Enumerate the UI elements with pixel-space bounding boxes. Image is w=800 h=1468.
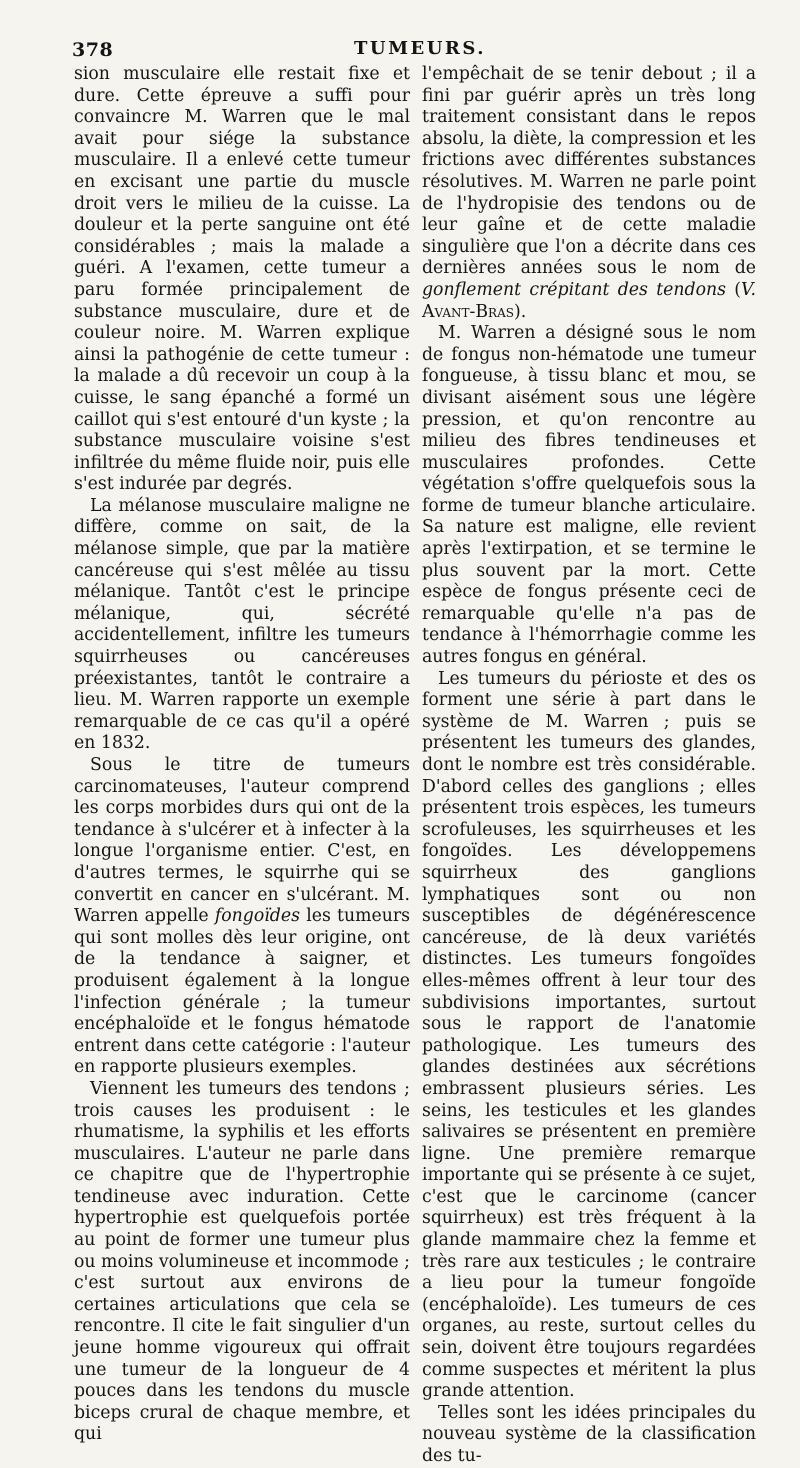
right-paragraph-4: Telles sont les idées principales du nouveau système de la classification des tu- (422, 1402, 756, 1466)
left-paragraph-2: La mélanose musculaire maligne ne diffère, comme on sait, de la mélanose simple, que par la matière cancéreuse qui s'est mêlée au tissu mélanique. Tantôt c'est le principe mélanique, qui, sécrété accidentellement, infiltre les tumeurs squirrheuses ou cancéreuses préexistantes, tantôt le contraire a lieu. M. Warren rapporte un exemple remarquable de ce cas qu'il a opéré en 1832. (74, 495, 410, 754)
right-paragraph-1-text: l'empêchait de se tenir debout ; il a fini par guérir après un très long traitement consistant dans le repos absolu, la diète, la compression et les frictions avec différentes substances résolutives. M. Warren ne parle point de l'hydropisie des tendons ou de leur gaîne et de cette maladie singulière que l'on a décrite dans ces dernières années sous le nom de (422, 64, 756, 279)
cross-ref-close: ). (513, 301, 527, 322)
term-fongoides: fongoïdes (214, 906, 300, 927)
left-column (74, 64, 410, 1446)
right-paragraph-1 (422, 64, 756, 323)
left-paragraph-3 (74, 755, 410, 1079)
page-header (72, 33, 768, 63)
cross-ref-voir: V. (741, 279, 756, 300)
running-title: TUMEURS. (353, 38, 487, 59)
cross-ref-open: ( (725, 279, 742, 300)
cross-ref-avant-bras: Avant-Bras (422, 301, 514, 322)
page-number: 378 (72, 39, 114, 61)
right-column (422, 64, 756, 1468)
left-paragraph-3-text-b: les tumeurs qui sont molles dès leur origine, ont de la tendance à saigner, et produisent également à la longue l'infection générale ; la tumeur encéphaloïde et le fongus hématode entrent dans cette catégorie : l'auteur en rapporte plusieurs exemples. (74, 906, 410, 1078)
left-paragraph-3-text-a: Sous le titre de tumeurs carcinomateuses, l'auteur comprend les corps morbides durs qui ont de la tendance à s'ulcérer et à infecter à la longue l'organisme entier. C'est, en d'autres termes, le squirrhe qui se convertit en cancer en s'ulcérant. M. Warren appelle (74, 755, 410, 927)
left-paragraph-4: Viennent les tumeurs des tendons ; trois causes les produisent : le rhumatisme, la syphilis et les efforts musculaires. L'auteur ne parle dans ce chapitre que de l'hypertrophie tendineuse avec induration. Cette hypertrophie est quelquefois portée au point de former une tumeur plus ou moins volumineuse et incommode ; c'est surtout aux environs de certaines articulations que cela se rencontre. Il cite le fait singulier d'un jeune homme vigoureux qui offrait une tumeur de la longueur de 4 pouces dans les tendons du muscle biceps crural de chaque membre, et qui (74, 1078, 410, 1445)
term-gonflement-crepitant: gonflement crépitant des tendons (422, 279, 726, 300)
right-paragraph-2: M. Warren a désigné sous le nom de fongus non-hématode une tumeur fongueuse, à tissu blanc et mou, se divisant aisément sous une légère pression, et qu'on rencontre au milieu des fibres tendineuses et musculaires profondes. Cette végétation s'offre quelquefois sous la forme de tumeur blanche articulaire. Sa nature est maligne, elle revient après l'extirpation, et se termine le plus souvent par la mort. Cette espèce de fongus présente ceci de remarquable qu'elle n'a pas de tendance à l'hémorrhagie comme les autres fongus en général. (422, 323, 756, 668)
left-paragraph-1: sion musculaire elle restait fixe et dure. Cette épreuve a suffi pour convaincre M. Warren que le mal avait pour siége la substance musculaire. Il a enlevé cette tumeur en excisant une partie du muscle droit vers le milieu de la cuisse. La douleur et la perte sanguine ont été considérables ; mais la malade a guéri. A l'examen, cette tumeur a paru formée principalement de substance musculaire, dure et de couleur noire. M. Warren explique ainsi la pathogénie de cette tumeur : la malade a dû recevoir un coup à la cuisse, le sang épanché a formé un caillot qui s'est entouré d'un kyste ; la substance musculaire voisine s'est infiltrée du même fluide noir, puis elle s'est indurée par degrés. (74, 64, 410, 495)
right-paragraph-3: Les tumeurs du périoste et des os forment une série à part dans le système de M. Warren ; puis se présentent les tumeurs des glandes, dont le nombre est très considérable. D'abord celles des ganglions ; elles présentent trois espèces, les tumeurs scrofuleuses, les squirrheuses et les fongoïdes. Les développemens squirrheux des ganglions lymphatiques sont ou non susceptibles de dégénérescence cancéreuse, de là deux variétés distinctes. Les tumeurs fongoïdes elles-mêmes offrent à leur tour des subdivisions importantes, surtout sous le rapport de l'anatomie pathologique. Les tumeurs des glandes destinées aux sécrétions embrassent plusieurs séries. Les seins, les testicules et les glandes salivaires se présentent en première ligne. Une première remarque importante qui se présente à ce sujet, c'est que le carcinome (cancer squirrheux) est très fréquent à la glande mammaire chez la femme et très rare aux testicules ; le contraire a lieu pour la tumeur fongoïde (encéphaloïde). Les tumeurs de ces organes, au reste, surtout celles du sein, doivent être toujours regardées comme suspectes et méritent la plus grande attention. (422, 668, 756, 1402)
